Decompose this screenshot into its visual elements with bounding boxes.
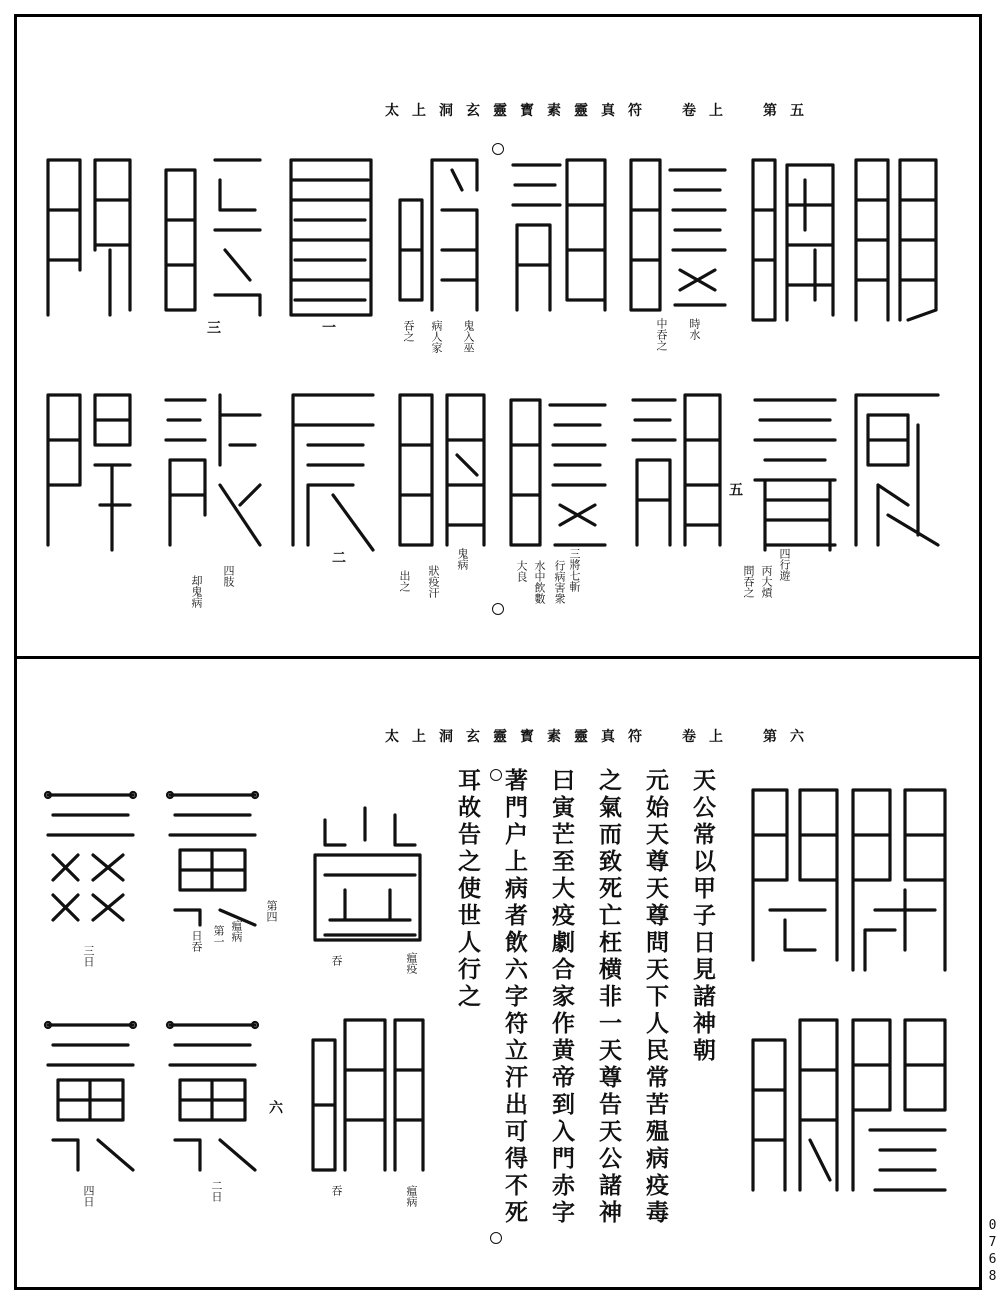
bottom-page-header: 太上洞玄靈寳素靈真符 卷上 第六 xyxy=(385,729,817,745)
annotation: 三將七斬 xyxy=(568,548,581,592)
annotation: 大良 xyxy=(515,560,528,582)
talisman-symbol xyxy=(745,150,840,330)
annotation: 瘟病 xyxy=(230,920,243,942)
numeral: 六 xyxy=(267,1100,283,1114)
annotation: 水中飲數 xyxy=(533,560,546,604)
annotation: 吞 xyxy=(330,955,343,966)
talisman-symbol xyxy=(745,1010,845,1200)
talisman-symbol xyxy=(848,385,948,555)
talisman-symbol xyxy=(160,780,265,930)
talisman-symbol xyxy=(283,385,383,555)
talisman-symbol xyxy=(305,800,430,945)
annotation: 出之 xyxy=(398,570,411,592)
talisman-symbol xyxy=(745,780,845,970)
talisman-symbol xyxy=(625,385,725,555)
text-column: 元始天尊天尊問天下人民常苦殟病疫毒 xyxy=(642,768,669,1227)
page-number: 0768 xyxy=(985,1218,1000,1286)
annotation: 四日 xyxy=(82,1185,95,1207)
talisman-symbol xyxy=(392,150,487,315)
annotation: 瘟疫 xyxy=(405,952,418,974)
annotation: 中吞之 xyxy=(655,318,668,351)
annotation: 四肢 xyxy=(222,565,235,587)
annotation: 行病害衆 xyxy=(553,560,566,604)
annotation: 日吞 xyxy=(190,930,203,952)
text-column: 曰寅芒至大疫劇合家作黄帝到入門赤字 xyxy=(548,768,575,1227)
talisman-symbol xyxy=(40,385,140,555)
text-column: 之氣而致死亡枉横非一天尊告天公諸神 xyxy=(595,768,622,1227)
page-divider xyxy=(14,656,982,659)
annotation: 三日 xyxy=(82,945,95,967)
text-column: 著門户上病者飲六字符立汗出可得不死 xyxy=(501,768,528,1227)
talisman-symbol xyxy=(505,385,615,555)
talisman-symbol xyxy=(392,385,492,555)
annotation: 狀疫汗 xyxy=(427,565,440,598)
talisman-symbol xyxy=(160,1010,265,1180)
annotation: 問吞之 xyxy=(742,565,755,598)
talisman-symbol xyxy=(505,150,615,315)
text-column: 耳故告之使世人行之 xyxy=(454,768,481,1011)
annotation: 二日 xyxy=(210,1180,223,1202)
numeral: 一 xyxy=(320,320,336,334)
circle-mark xyxy=(492,143,504,155)
circle-mark xyxy=(492,603,504,615)
numeral: 五 xyxy=(727,482,743,496)
numeral: 三 xyxy=(205,320,221,334)
talisman-symbol xyxy=(160,150,270,320)
talisman-symbol xyxy=(38,1010,143,1180)
annotation: 四行遊 xyxy=(778,548,791,581)
annotation: 瘟病 xyxy=(405,1185,418,1207)
annotation: 時水 xyxy=(688,318,701,340)
talisman-symbol xyxy=(305,1010,430,1180)
talisman-symbol xyxy=(745,385,845,555)
annotation: 第四 xyxy=(265,900,278,922)
annotation: 吞之 xyxy=(402,320,415,342)
talisman-symbol xyxy=(845,1010,955,1200)
annotation: 却鬼病 xyxy=(190,575,203,608)
talisman-symbol xyxy=(283,150,378,320)
annotation: 丙大熕 xyxy=(760,565,773,598)
circle-mark xyxy=(490,1232,502,1244)
annotation: 病人家 xyxy=(430,320,443,353)
annotation: 鬼入巫 xyxy=(462,320,475,353)
talisman-symbol xyxy=(160,385,270,555)
annotation: 鬼病 xyxy=(456,548,469,570)
talisman-symbol xyxy=(38,780,143,940)
top-page-header: 太上洞玄靈寳素靈真符 卷上 第五 xyxy=(385,103,817,119)
annotation: 第一 xyxy=(212,925,225,947)
talisman-symbol xyxy=(40,150,140,320)
talisman-symbol xyxy=(625,150,735,315)
talisman-symbol xyxy=(845,780,955,980)
talisman-symbol xyxy=(848,150,943,330)
numeral: 二 xyxy=(330,550,346,564)
text-column: 天公常以甲子日見諸神朝 xyxy=(689,768,716,1065)
annotation: 吞 xyxy=(330,1185,343,1196)
